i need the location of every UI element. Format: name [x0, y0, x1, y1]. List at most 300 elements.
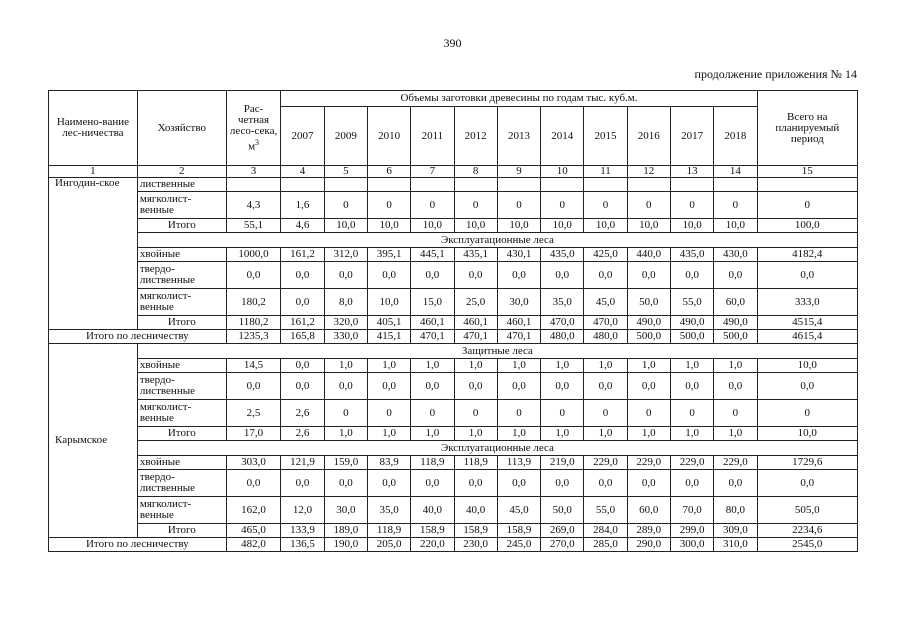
column-number-cell: 4	[281, 166, 324, 178]
value-cell: 229,0	[584, 456, 627, 470]
value-cell: 465,0	[226, 524, 281, 538]
value-cell: 0,0	[367, 262, 410, 289]
value-cell: 269,0	[541, 524, 584, 538]
value-cell: 0,0	[411, 470, 454, 497]
value-cell: 55,0	[670, 289, 713, 316]
value-cell: 118,9	[454, 456, 497, 470]
year-header-cell: 2010	[367, 107, 410, 166]
value-cell: 10,0	[714, 219, 757, 233]
value-cell: 0	[584, 192, 627, 219]
value-cell	[454, 178, 497, 192]
value-cell: 490,0	[627, 316, 670, 330]
value-cell: 320,0	[324, 316, 367, 330]
value-cell: 0,0	[541, 373, 584, 400]
value-cell: 0,0	[281, 262, 324, 289]
value-cell: 0,0	[670, 262, 713, 289]
value-cell: 118,9	[367, 524, 410, 538]
value-cell: 10,0	[497, 219, 540, 233]
value-cell: 0,0	[627, 373, 670, 400]
value-cell: 30,0	[497, 289, 540, 316]
value-cell: 0,0	[281, 373, 324, 400]
forestry-name-cell: Ингодин-ское	[49, 178, 138, 330]
value-cell	[584, 178, 627, 192]
value-cell: 430,0	[714, 248, 757, 262]
value-cell: 0,0	[411, 262, 454, 289]
value-cell: 0	[497, 400, 540, 427]
section-title-row	[49, 233, 858, 248]
column-number-cell: 10	[541, 166, 584, 178]
value-cell: 30,0	[324, 497, 367, 524]
value-cell: 0,0	[714, 262, 757, 289]
value-cell: 4515,4	[757, 316, 857, 330]
economy-cell: Итого	[137, 219, 226, 233]
value-cell: 229,0	[627, 456, 670, 470]
table-row	[49, 289, 858, 316]
value-cell: 1,0	[584, 427, 627, 441]
year-header-cell: 2011	[411, 107, 454, 166]
value-cell: 220,0	[411, 538, 454, 552]
value-cell: 10,0	[411, 219, 454, 233]
value-cell: 10,0	[324, 219, 367, 233]
value-cell: 1,0	[367, 359, 410, 373]
value-cell	[497, 178, 540, 192]
value-cell: 12,0	[281, 497, 324, 524]
value-cell: 1,0	[411, 359, 454, 373]
value-cell: 309,0	[714, 524, 757, 538]
economy-cell: твердо-лиственные	[137, 262, 226, 289]
value-cell: 0	[411, 400, 454, 427]
value-cell: 0,0	[757, 373, 857, 400]
value-cell	[627, 178, 670, 192]
page-number: 390	[443, 36, 462, 50]
value-cell: 100,0	[757, 219, 857, 233]
value-cell: 480,0	[584, 330, 627, 344]
value-cell: 10,0	[541, 219, 584, 233]
value-cell: 158,9	[411, 524, 454, 538]
year-header-cell: 2014	[541, 107, 584, 166]
value-cell	[367, 178, 410, 192]
column-number-cell: 8	[454, 166, 497, 178]
table-row	[49, 373, 858, 400]
value-cell: 0	[757, 400, 857, 427]
value-cell: 230,0	[454, 538, 497, 552]
forestry-total-label: Итого по лесничеству	[49, 538, 227, 552]
table-row	[49, 192, 858, 219]
economy-cell: мягколист-венные	[137, 400, 226, 427]
value-cell: 460,1	[497, 316, 540, 330]
value-cell	[714, 178, 757, 192]
value-cell: 470,1	[454, 330, 497, 344]
value-cell: 0,0	[541, 470, 584, 497]
value-cell: 35,0	[541, 289, 584, 316]
value-cell	[324, 178, 367, 192]
value-cell: 10,0	[584, 219, 627, 233]
value-cell: 1,0	[411, 427, 454, 441]
value-cell: 70,0	[670, 497, 713, 524]
value-cell: 1,0	[714, 359, 757, 373]
economy-cell: твердо-лиственные	[137, 470, 226, 497]
value-cell: 0	[714, 192, 757, 219]
value-cell: 1,6	[281, 192, 324, 219]
year-header-cell: 2016	[627, 107, 670, 166]
value-cell: 2,6	[281, 427, 324, 441]
value-cell: 333,0	[757, 289, 857, 316]
value-cell: 118,9	[411, 456, 454, 470]
value-cell: 25,0	[454, 289, 497, 316]
value-cell: 435,1	[454, 248, 497, 262]
column-number-cell: 9	[497, 166, 540, 178]
value-cell: 245,0	[497, 538, 540, 552]
value-cell: 0	[627, 400, 670, 427]
value-cell: 165,8	[281, 330, 324, 344]
table-row	[49, 178, 858, 192]
value-cell: 55,1	[226, 219, 281, 233]
value-cell: 415,1	[367, 330, 410, 344]
value-cell: 490,0	[714, 316, 757, 330]
value-cell: 0,0	[627, 470, 670, 497]
value-cell: 1,0	[541, 359, 584, 373]
value-cell: 405,1	[367, 316, 410, 330]
value-cell: 0,0	[757, 470, 857, 497]
value-cell: 113,9	[497, 456, 540, 470]
value-cell: 60,0	[714, 289, 757, 316]
value-cell: 0,0	[367, 470, 410, 497]
value-cell: 425,0	[584, 248, 627, 262]
value-cell: 480,0	[541, 330, 584, 344]
value-cell	[541, 178, 584, 192]
value-cell: 0,0	[324, 262, 367, 289]
value-cell: 83,9	[367, 456, 410, 470]
table-row	[49, 248, 858, 262]
value-cell: 0,0	[714, 373, 757, 400]
value-cell: 1,0	[497, 427, 540, 441]
value-cell: 0,0	[584, 470, 627, 497]
value-cell: 0,0	[226, 470, 281, 497]
value-cell: 1,0	[324, 427, 367, 441]
forestry-total-row	[49, 538, 858, 552]
value-cell: 35,0	[367, 497, 410, 524]
value-cell	[281, 178, 324, 192]
value-cell: 303,0	[226, 456, 281, 470]
economy-cell: мягколист-венные	[137, 497, 226, 524]
value-cell: 15,0	[411, 289, 454, 316]
value-cell: 1,0	[454, 427, 497, 441]
value-cell: 435,0	[670, 248, 713, 262]
value-cell: 0	[714, 400, 757, 427]
value-cell: 0,0	[584, 373, 627, 400]
value-cell: 50,0	[627, 289, 670, 316]
value-cell: 0	[670, 192, 713, 219]
value-cell: 2234,6	[757, 524, 857, 538]
value-cell: 162,0	[226, 497, 281, 524]
value-cell: 0	[497, 192, 540, 219]
header-allowable-cut: Рас-четная лесо-сека, $м^3$	[226, 91, 281, 166]
value-cell	[411, 178, 454, 192]
value-cell: 0	[367, 192, 410, 219]
value-cell: 0	[541, 400, 584, 427]
column-number-cell: 6	[367, 166, 410, 178]
value-cell: 161,2	[281, 316, 324, 330]
table-row	[49, 219, 858, 233]
value-cell: 470,0	[584, 316, 627, 330]
value-cell: 189,0	[324, 524, 367, 538]
value-cell: 14,5	[226, 359, 281, 373]
value-cell: 158,9	[497, 524, 540, 538]
value-cell: 4,6	[281, 219, 324, 233]
year-header-cell: 2007	[281, 107, 324, 166]
value-cell: 0,0	[541, 262, 584, 289]
value-cell: 136,5	[281, 538, 324, 552]
value-cell: 0,0	[281, 470, 324, 497]
section-title-cell: Эксплуатационные леса	[137, 233, 857, 248]
forestry-name-cell: Карымское	[49, 344, 138, 538]
value-cell: 0	[541, 192, 584, 219]
economy-cell: лиственные	[137, 178, 226, 192]
appendix-continuation-note: продолжение приложения № 14	[694, 67, 857, 81]
value-cell: 80,0	[714, 497, 757, 524]
value-cell: 159,0	[324, 456, 367, 470]
value-cell: 1,0	[627, 359, 670, 373]
value-cell: 0,0	[454, 262, 497, 289]
value-cell: 10,0	[367, 219, 410, 233]
value-cell: 0	[670, 400, 713, 427]
value-cell: 500,0	[627, 330, 670, 344]
value-cell: 60,0	[627, 497, 670, 524]
value-cell: 0,0	[454, 470, 497, 497]
value-cell: 40,0	[411, 497, 454, 524]
value-cell: 290,0	[627, 538, 670, 552]
value-cell: 440,0	[627, 248, 670, 262]
column-numbers-row	[49, 166, 858, 178]
value-cell	[670, 178, 713, 192]
economy-cell: хвойные	[137, 456, 226, 470]
timber-harvest-table	[48, 90, 858, 552]
value-cell: 460,1	[454, 316, 497, 330]
value-cell: 500,0	[670, 330, 713, 344]
value-cell: 395,1	[367, 248, 410, 262]
header-volume-by-year: Объемы заготовки древесины по годам тыс. куб.м.	[281, 91, 757, 107]
value-cell: 300,0	[670, 538, 713, 552]
value-cell: 0	[584, 400, 627, 427]
section-title-cell: Защитные леса	[137, 344, 857, 359]
value-cell: 4,3	[226, 192, 281, 219]
year-header-cell: 2012	[454, 107, 497, 166]
value-cell: 284,0	[584, 524, 627, 538]
table-body	[49, 178, 858, 552]
year-header-cell: 2013	[497, 107, 540, 166]
value-cell: 0	[367, 400, 410, 427]
value-cell: 1,0	[584, 359, 627, 373]
column-number-cell: 1	[49, 166, 138, 178]
value-cell: 219,0	[541, 456, 584, 470]
value-cell: 1,0	[454, 359, 497, 373]
value-cell: 330,0	[324, 330, 367, 344]
economy-cell: хвойные	[137, 359, 226, 373]
forestry-total-row	[49, 330, 858, 344]
section-title-cell: Эксплуатационные леса	[137, 441, 857, 456]
value-cell: 45,0	[584, 289, 627, 316]
value-cell: 0,0	[411, 373, 454, 400]
economy-cell: мягколист-венные	[137, 192, 226, 219]
value-cell: 430,1	[497, 248, 540, 262]
value-cell: 10,0	[670, 219, 713, 233]
value-cell: 0	[411, 192, 454, 219]
value-cell: 45,0	[497, 497, 540, 524]
value-cell: 289,0	[627, 524, 670, 538]
value-cell: 0,0	[497, 470, 540, 497]
table-row	[49, 427, 858, 441]
value-cell: 1180,2	[226, 316, 281, 330]
value-cell: 1235,3	[226, 330, 281, 344]
value-cell: 310,0	[714, 538, 757, 552]
column-number-cell: 5	[324, 166, 367, 178]
value-cell: 0	[324, 192, 367, 219]
section-title-row	[49, 441, 858, 456]
value-cell: 0,0	[497, 373, 540, 400]
column-number-cell: 3	[226, 166, 281, 178]
value-cell: 161,2	[281, 248, 324, 262]
table-row	[49, 456, 858, 470]
economy-cell: Итого	[137, 524, 226, 538]
header-economy: Хозяйство	[137, 91, 226, 166]
value-cell: 2,5	[226, 400, 281, 427]
value-cell: 0,0	[757, 262, 857, 289]
value-cell: 229,0	[714, 456, 757, 470]
value-cell: 0,0	[281, 289, 324, 316]
forestry-total-label: Итого по лесничеству	[49, 330, 227, 344]
value-cell: 10,0	[627, 219, 670, 233]
year-header-cell: 2018	[714, 107, 757, 166]
value-cell: 0,0	[226, 373, 281, 400]
table-row	[49, 400, 858, 427]
value-cell: 0,0	[324, 470, 367, 497]
value-cell: 0	[627, 192, 670, 219]
table-header	[49, 91, 858, 178]
value-cell: 0	[757, 192, 857, 219]
value-cell: 40,0	[454, 497, 497, 524]
value-cell: 1729,6	[757, 456, 857, 470]
column-number-cell: 12	[627, 166, 670, 178]
value-cell: 10,0	[367, 289, 410, 316]
value-cell	[226, 178, 281, 192]
value-cell: 55,0	[584, 497, 627, 524]
value-cell: 17,0	[226, 427, 281, 441]
year-header-cell: 2009	[324, 107, 367, 166]
header-total-period: Всего на планируемый период	[757, 91, 857, 166]
value-cell: 0,0	[454, 373, 497, 400]
value-cell: 229,0	[670, 456, 713, 470]
value-cell: 0,0	[281, 359, 324, 373]
value-cell: 158,9	[454, 524, 497, 538]
value-cell: 1000,0	[226, 248, 281, 262]
value-cell: 2,6	[281, 400, 324, 427]
value-cell: 0,0	[627, 262, 670, 289]
value-cell: 270,0	[541, 538, 584, 552]
economy-cell: Итого	[137, 427, 226, 441]
value-cell: 50,0	[541, 497, 584, 524]
value-cell: 0	[454, 192, 497, 219]
value-cell: 180,2	[226, 289, 281, 316]
table-row	[49, 262, 858, 289]
value-cell: 470,1	[497, 330, 540, 344]
value-cell: 285,0	[584, 538, 627, 552]
value-cell: 505,0	[757, 497, 857, 524]
value-cell: 1,0	[670, 359, 713, 373]
value-cell: 0	[454, 400, 497, 427]
value-cell: 1,0	[627, 427, 670, 441]
table-row	[49, 359, 858, 373]
value-cell: 10,0	[454, 219, 497, 233]
value-cell: 1,0	[497, 359, 540, 373]
header-forestry: Наимено-вание лес-ничества	[49, 91, 138, 166]
value-cell: 1,0	[541, 427, 584, 441]
value-cell: 0,0	[670, 470, 713, 497]
column-number-cell: 11	[584, 166, 627, 178]
value-cell: 4615,4	[757, 330, 857, 344]
column-number-cell: 15	[757, 166, 857, 178]
value-cell: 8,0	[324, 289, 367, 316]
value-cell: 121,9	[281, 456, 324, 470]
value-cell: 0,0	[670, 373, 713, 400]
value-cell: 133,9	[281, 524, 324, 538]
column-number-cell: 14	[714, 166, 757, 178]
value-cell: 10,0	[757, 427, 857, 441]
table-row	[49, 470, 858, 497]
value-cell: 0,0	[497, 262, 540, 289]
value-cell: 0,0	[367, 373, 410, 400]
value-cell: 445,1	[411, 248, 454, 262]
economy-cell: твердо-лиственные	[137, 373, 226, 400]
value-cell: 1,0	[714, 427, 757, 441]
value-cell	[757, 178, 857, 192]
value-cell: 205,0	[367, 538, 410, 552]
value-cell: 4182,4	[757, 248, 857, 262]
column-number-cell: 2	[137, 166, 226, 178]
value-cell: 470,0	[541, 316, 584, 330]
value-cell: 470,1	[411, 330, 454, 344]
year-header-cell: 2017	[670, 107, 713, 166]
economy-cell: хвойные	[137, 248, 226, 262]
value-cell: 0,0	[324, 373, 367, 400]
value-cell: 435,0	[541, 248, 584, 262]
value-cell: 0,0	[584, 262, 627, 289]
table-row	[49, 524, 858, 538]
value-cell: 500,0	[714, 330, 757, 344]
value-cell: 0	[324, 400, 367, 427]
section-title-row	[49, 344, 858, 359]
column-number-cell: 13	[670, 166, 713, 178]
value-cell: 0,0	[714, 470, 757, 497]
value-cell: 10,0	[757, 359, 857, 373]
value-cell: 312,0	[324, 248, 367, 262]
value-cell: 482,0	[226, 538, 281, 552]
value-cell: 0,0	[226, 262, 281, 289]
economy-cell: Итого	[137, 316, 226, 330]
value-cell: 190,0	[324, 538, 367, 552]
value-cell: 460,1	[411, 316, 454, 330]
value-cell: 1,0	[670, 427, 713, 441]
value-cell: 299,0	[670, 524, 713, 538]
value-cell: 1,0	[367, 427, 410, 441]
table-row	[49, 316, 858, 330]
economy-cell: мягколист-венные	[137, 289, 226, 316]
year-header-cell: 2015	[584, 107, 627, 166]
column-number-cell: 7	[411, 166, 454, 178]
table-row	[49, 497, 858, 524]
value-cell: 490,0	[670, 316, 713, 330]
value-cell: 1,0	[324, 359, 367, 373]
value-cell: 2545,0	[757, 538, 857, 552]
